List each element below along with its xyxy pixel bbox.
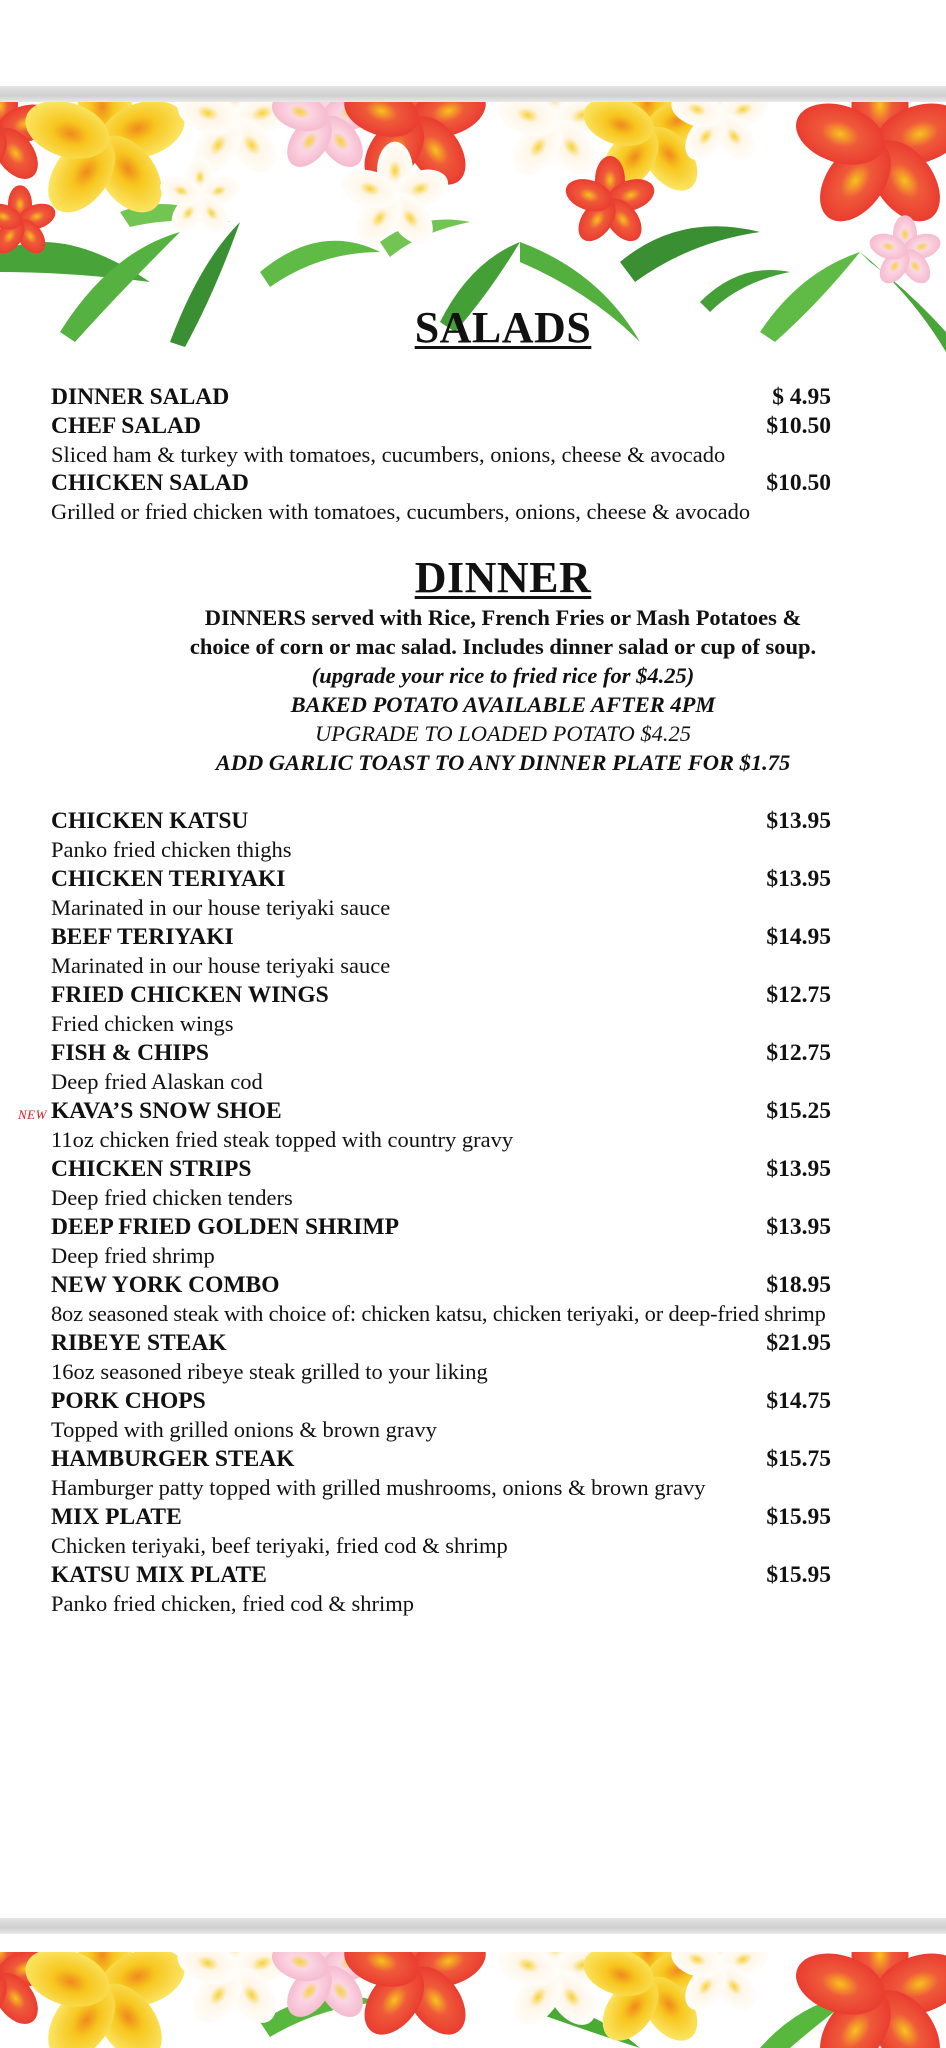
item-name: MIX PLATE: [51, 1504, 182, 1530]
item-name: CHICKEN SALAD: [51, 470, 249, 496]
item-price: $13.95: [766, 1214, 831, 1240]
item-name: CHICKEN KATSU: [51, 808, 249, 834]
item-description: Deep fried Alaskan cod: [51, 1069, 263, 1094]
item-description: Panko fried chicken thighs: [51, 837, 292, 862]
menu-item: [51, 1388, 831, 1417]
item-price: $14.75: [766, 1388, 831, 1414]
item-description: Marinated in our house teriyaki sauce: [51, 953, 391, 978]
dinner-note: ADD GARLIC TOAST TO ANY DINNER PLATE FOR $1.75: [215, 750, 791, 775]
item-description: 11oz chicken fried steak topped with country gravy: [51, 1127, 514, 1152]
item-description: Fried chicken wings: [51, 1011, 234, 1036]
item-description: 16oz seasoned ribeye steak grilled to your liking: [51, 1359, 488, 1384]
tropical-flower-icon: [0, 1952, 946, 2048]
menu-item: [51, 1098, 831, 1127]
item-price: $21.95: [766, 1330, 831, 1356]
dinner-note: UPGRADE TO LOADED POTATO $4.25: [314, 721, 692, 746]
item-name: BEEF TERIYAKI: [51, 924, 234, 950]
menu-item: [51, 470, 831, 499]
item-price: $14.95: [766, 924, 831, 950]
item-description: Deep fried chicken tenders: [51, 1185, 293, 1210]
item-price: $15.25: [766, 1098, 831, 1124]
item-price: $13.95: [766, 866, 831, 892]
dinner-heading: DINNER: [414, 553, 592, 602]
item-price: $12.75: [766, 982, 831, 1008]
item-price: $13.95: [766, 1156, 831, 1182]
item-price: $15.95: [766, 1504, 831, 1530]
item-price: $15.75: [766, 1446, 831, 1472]
menu-item: [51, 1504, 831, 1533]
item-price: $12.75: [766, 1040, 831, 1066]
item-description: Deep fried shrimp: [51, 1243, 215, 1268]
item-description: Grilled or fried chicken with tomatoes, cucumbers, onions, cheese & avocado: [51, 499, 751, 524]
item-name: FRIED CHICKEN WINGS: [51, 982, 329, 1008]
menu-item: [51, 1156, 831, 1185]
item-name: CHICKEN TERIYAKI: [51, 866, 286, 892]
menu-item: [51, 1272, 831, 1301]
item-name: CHEF SALAD: [51, 413, 201, 439]
item-name: NEW YORK COMBO: [51, 1272, 280, 1298]
salads-heading: SALADS: [414, 303, 592, 352]
item-description: Hamburger patty topped with grilled mushrooms, onions & brown gravy: [51, 1475, 706, 1500]
item-description: Chicken teriyaki, beef teriyaki, fried cod & shrimp: [51, 1533, 508, 1558]
item-name: CHICKEN STRIPS: [51, 1156, 252, 1182]
item-price: $13.95: [766, 808, 831, 834]
item-price: $10.50: [766, 413, 831, 439]
item-name: RIBEYE STEAK: [51, 1330, 227, 1356]
item-price: $ 4.95: [772, 384, 831, 410]
item-price: $18.95: [766, 1272, 831, 1298]
item-name: PORK CHOPS: [51, 1388, 206, 1414]
menu-item: [51, 866, 831, 895]
item-name: FISH & CHIPS: [51, 1040, 209, 1066]
item-price: $15.95: [766, 1562, 831, 1588]
item-name: KAVA’S SNOW SHOE: [51, 1098, 282, 1124]
item-description: Topped with grilled onions & brown gravy: [51, 1417, 437, 1442]
page-divider-top: [0, 86, 946, 102]
dinner-note: (upgrade your rice to fried rice for $4.25): [311, 663, 695, 688]
menu-item: [51, 924, 831, 953]
menu-item: [51, 1446, 831, 1475]
item-name: DEEP FRIED GOLDEN SHRIMP: [51, 1214, 399, 1240]
page-divider-bottom: [0, 1918, 946, 1934]
menu-item: [51, 413, 831, 442]
menu-item: [51, 1330, 831, 1359]
item-description: Marinated in our house teriyaki sauce: [51, 895, 391, 920]
item-name: HAMBURGER STEAK: [51, 1446, 295, 1472]
new-badge: NEW: [18, 1107, 47, 1122]
dinner-note: choice of corn or mac salad. Includes dinner salad or cup of soup.: [189, 634, 817, 659]
menu-item: [51, 1040, 831, 1069]
menu-item: [51, 1214, 831, 1243]
item-description: Panko fried chicken, fried cod & shrimp: [51, 1591, 415, 1616]
menu-item: [51, 1562, 831, 1591]
item-price: $10.50: [766, 470, 831, 496]
menu-item: [51, 982, 831, 1011]
item-description: 8oz seasoned steak with choice of: chicken katsu, chicken teriyaki, or deep-fried shrimp: [51, 1301, 826, 1326]
menu-item: [51, 808, 831, 837]
item-description: Sliced ham & turkey with tomatoes, cucumbers, onions, cheese & avocado: [51, 442, 726, 467]
menu-item: [51, 384, 831, 413]
item-name: KATSU MIX PLATE: [51, 1562, 267, 1588]
dinner-note: BAKED POTATO AVAILABLE AFTER 4PM: [290, 692, 716, 717]
item-name: DINNER SALAD: [51, 384, 230, 410]
dinner-note: DINNERS served with Rice, French Fries or Mash Potatoes &: [204, 605, 802, 630]
